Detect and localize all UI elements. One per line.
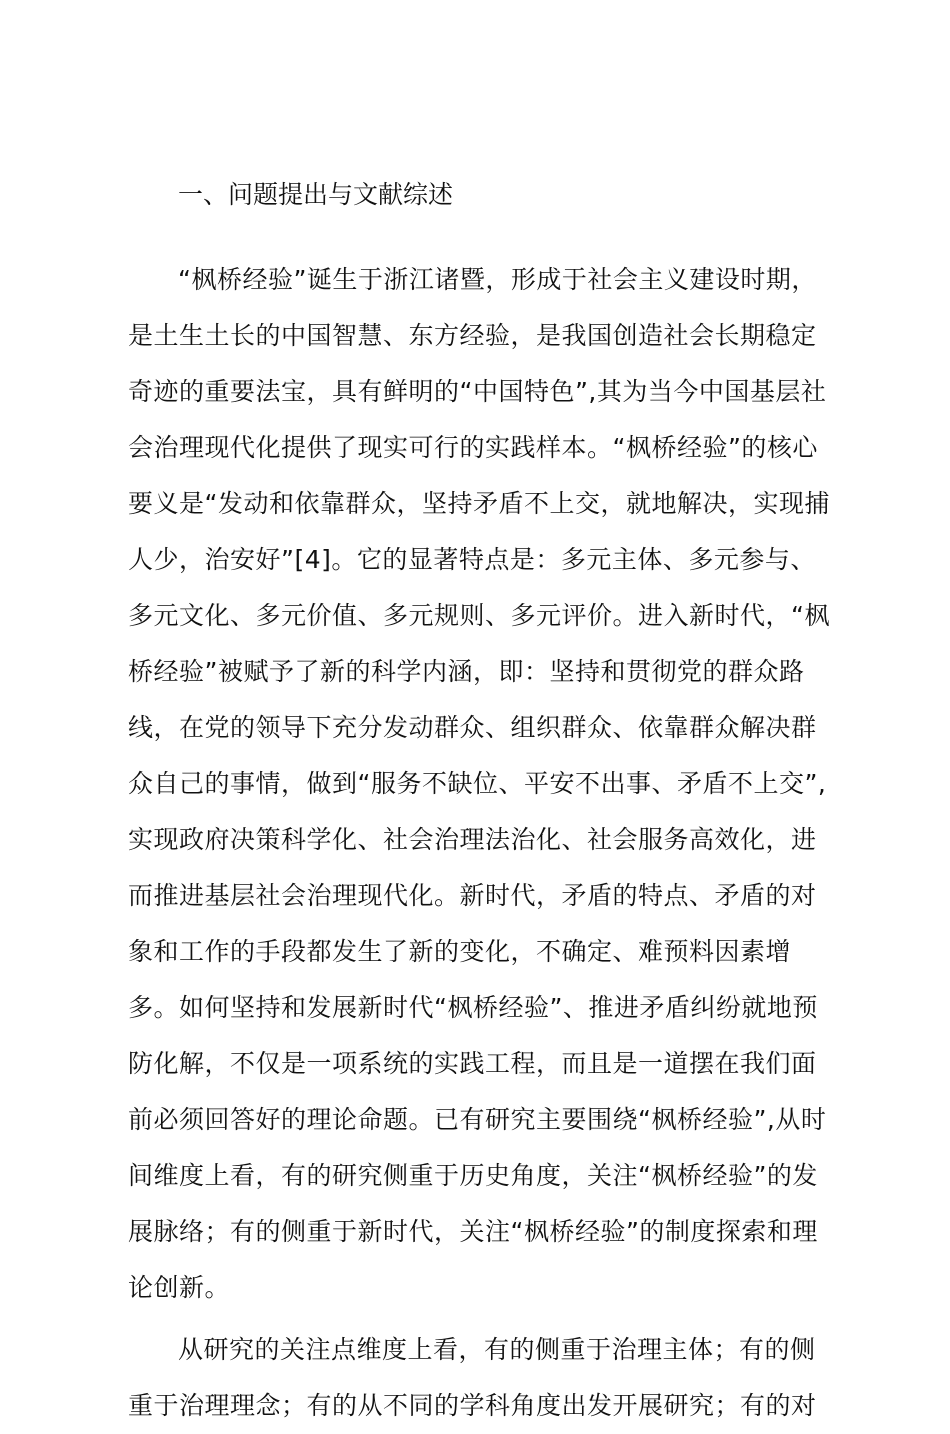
text-line: 奇迹的重要法宝，具有鲜明的“中国特色”,其为当今中国基层社 [128,377,827,406]
text-line-spacer [128,196,828,252]
text-line: “枫桥经验”诞生于浙江诸暨，形成于社会主义建设时期， [178,265,817,294]
text-line: 前必须回答好的理论命题。已有研究主要围绕“枫桥经验”,从时 [128,1105,827,1134]
text-line: 间维度上看，有的研究侧重于历史角度，关注“枫桥经验”的发 [128,1161,818,1190]
text-line: 实现政府决策科学化、社会治理法治化、社会服务高效化，进 [128,825,817,854]
text-line: 论创新。 [128,1273,231,1302]
text-line: 人少，治安好”[4]。它的显著特点是：多元主体、多元参与、 [128,545,816,574]
text-line: 从研究的关注点维度上看，有的侧重于治理主体；有的侧 [178,1335,816,1364]
text-line: 多。如何坚持和发展新时代“枫桥经验”、推进矛盾纠纷就地预 [128,993,818,1022]
text-line: 线，在党的领导下充分发动群众、组织群众、依靠群众解决群 [128,713,817,742]
section-heading: 一、问题提出与文献综述 [178,180,454,209]
text-line: 要义是“发动和依靠群众，坚持矛盾不上交，就地解决，实现捕 [128,489,830,518]
text-line: 会治理现代化提供了现实可行的实践样本。“枫桥经验”的核心 [128,433,818,462]
text-line: 众自己的事情，做到“服务不缺位、平安不出事、矛盾不上交”, [128,769,827,798]
body-text [128,196,828,1434]
text-line: 多元文化、多元价值、多元规则、多元评价。进入新时代，“枫 [128,601,830,630]
text-line: 而推进基层社会治理现代化。新时代，矛盾的特点、矛盾的对 [128,881,817,910]
text-line: 防化解，不仅是一项系统的实践工程，而且是一道摆在我们面 [128,1049,817,1078]
text-line: 是土生土长的中国智慧、东方经验，是我国创造社会长期稳定 [128,321,817,350]
text-line: 展脉络；有的侧重于新时代，关注“枫桥经验”的制度探索和理 [128,1217,818,1246]
text-line: 象和工作的手段都发生了新的变化，不确定、难预料因素增 [128,937,792,966]
text-line: 桥经验”被赋予了新的科学内涵，即：坚持和贯彻党的群众路 [128,657,805,686]
text-line: 重于治理理念；有的从不同的学科角度出发开展研究；有的对 [128,1391,817,1420]
